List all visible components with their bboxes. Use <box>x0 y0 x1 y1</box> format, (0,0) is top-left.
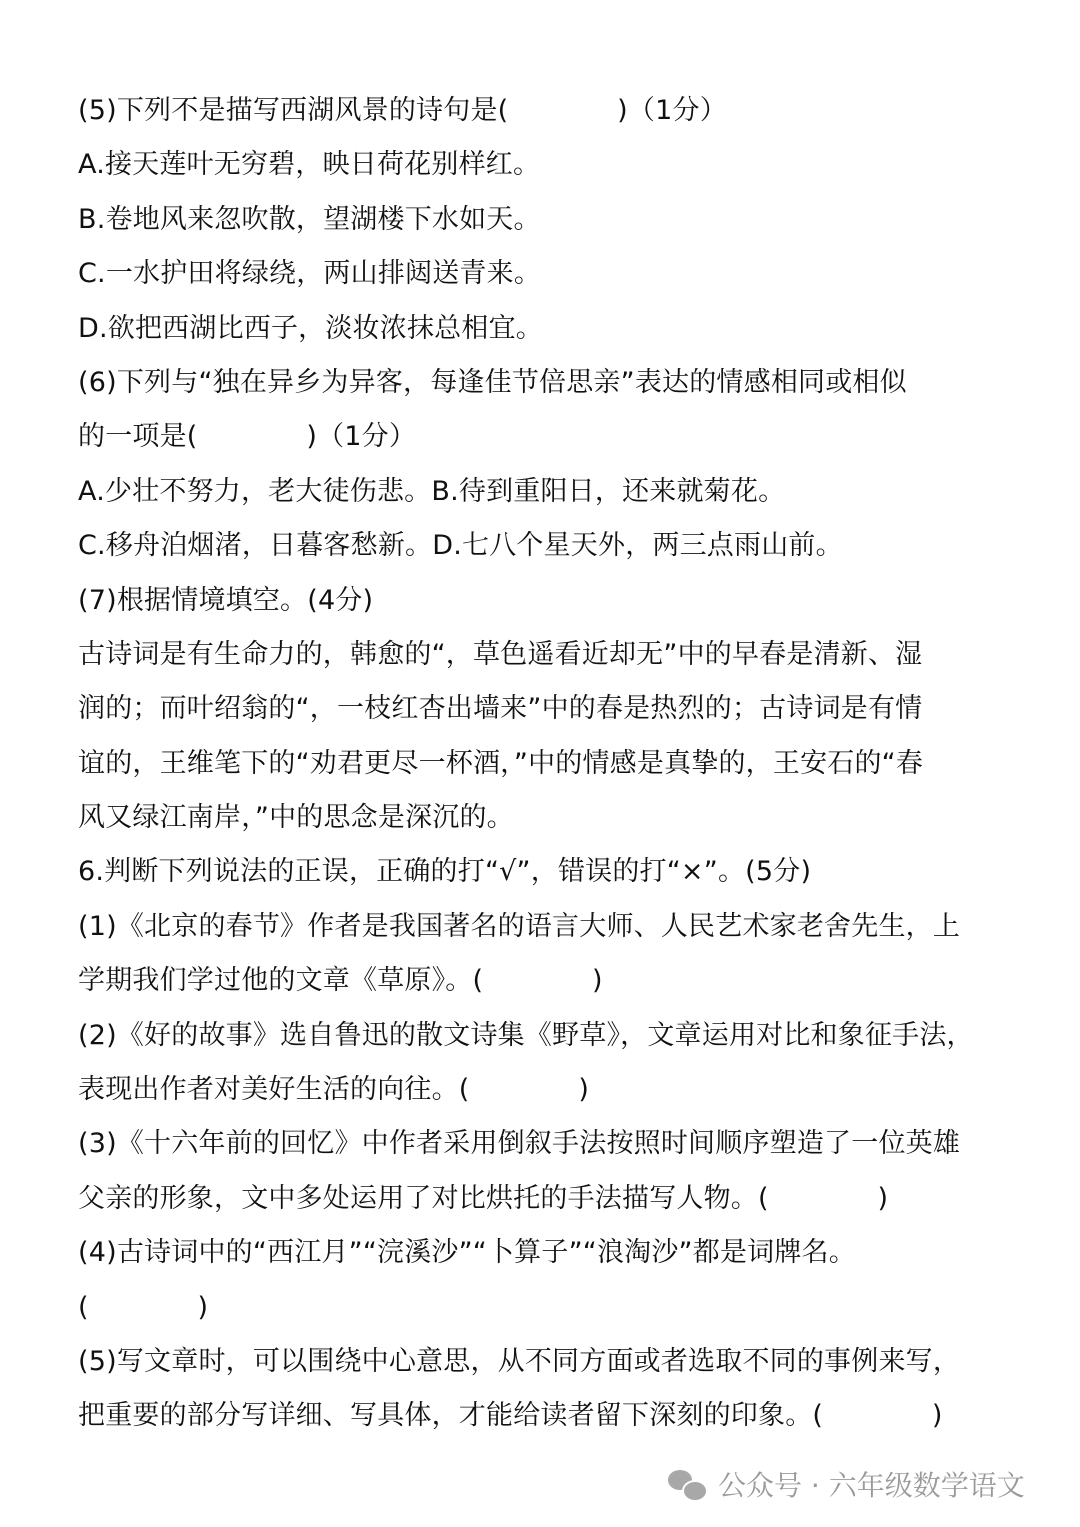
text-line: 父亲的形象，文中多处运用了对比烘托的手法描写人物。( ) <box>78 1182 889 1214</box>
text-line: (5)写文章时，可以围绕中心意思，从不同方面或者选取不同的事例来写， <box>78 1345 961 1377</box>
text-line: 风又绿江南岸，”中的思念是深沉的。 <box>78 802 514 834</box>
watermark-text: 公众号 · 六年级数学语文 <box>718 1469 1025 1502</box>
text-line: 把重要的部分写详细、写具体，才能给读者留下深刻的印象。( ) <box>78 1400 943 1432</box>
text-line: (3)《十六年前的回忆》中作者采用倒叙手法按照时间顺序塑造了一位英雄 <box>78 1128 961 1160</box>
text-line: (7)根据情境填空。(4分) <box>78 584 374 616</box>
text-line: B.卷地风来忽吹散，望湖楼下水如天。 <box>78 203 541 235</box>
text-line: 表现出作者对美好生活的向往。( ) <box>78 1074 590 1106</box>
text-line: D.欲把西湖比西子，淡妆浓抹总相宜。 <box>78 312 543 344</box>
text-line: (2)《好的故事》选自鲁迅的散文诗集《野草》，文章运用对比和象征手法， <box>78 1019 974 1051</box>
text-line: 谊的，王维笔下的“劝君更尽一杯酒，”中的情感是真挚的，王安石的“春 <box>78 747 924 779</box>
text-line: ( ) <box>78 1291 209 1323</box>
text-line: 的一项是( )（1分） <box>78 421 417 453</box>
text-line: 6.判断下列说法的正误，正确的打“√”，错误的打“×”。(5分) <box>78 856 812 888</box>
exam-page <box>78 84 1018 1444</box>
text-line: (4)古诗词中的“西江月”“浣溪沙”“卜算子”“浪淘沙”都是词牌名。 <box>78 1237 856 1269</box>
text-line: C.一水护田将绿绕，两山排闼送青来。 <box>78 258 542 290</box>
text-line: C.移舟泊烟渚，日暮客愁新。D.七八个星天外，两三点雨山前。 <box>78 530 843 562</box>
watermark <box>668 1464 1025 1504</box>
wechat-icon <box>668 1468 708 1500</box>
text-line: 学期我们学过他的文章《草原》。( ) <box>78 965 603 997</box>
text-line: 润的；而叶绍翁的“，一枝红杏出墙来”中的春是热烈的；古诗词是有情 <box>78 693 923 725</box>
text-line: (1)《北京的春节》作者是我国著名的语言大师、人民艺术家老舍先生，上 <box>78 910 961 942</box>
text-line: A.接天莲叶无穷碧，映日荷花别样红。 <box>78 149 541 181</box>
text-line: 古诗词是有生命力的，韩愈的“，草色遥看近却无”中的早春是清新、湿 <box>78 638 923 670</box>
text-line: (6)下列与“独在异乡为异客，每逢佳节倍思亲”表达的情感相同或相似 <box>78 366 907 398</box>
text-line: (5)下列不是描写西湖风景的诗句是( )（1分） <box>78 95 727 126</box>
text-line: A.少壮不努力，老大徒伤悲。B.待到重阳日，还来就菊花。 <box>78 475 786 507</box>
